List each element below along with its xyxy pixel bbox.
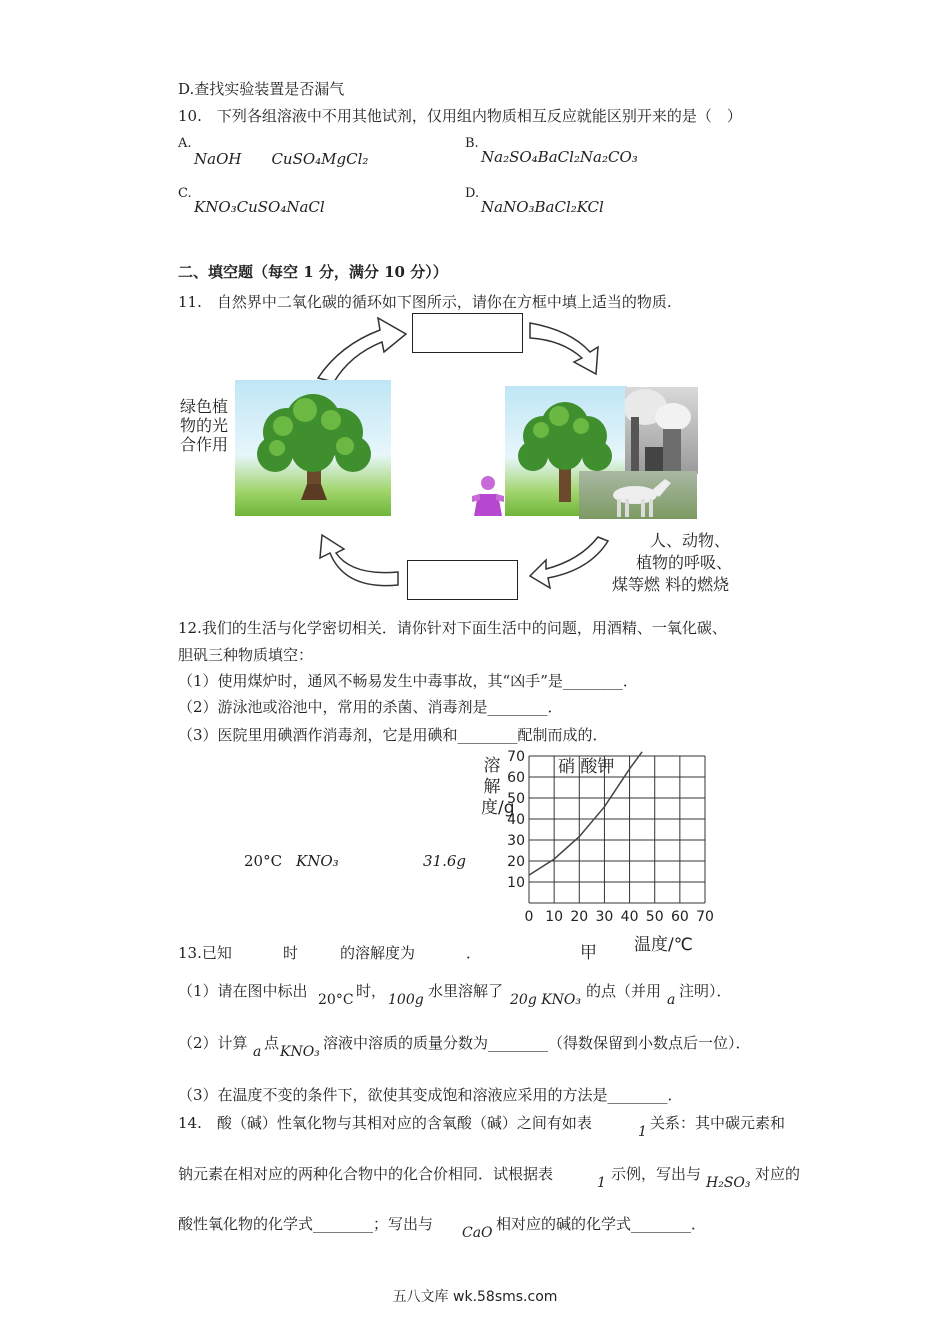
chart-grid (529, 756, 705, 903)
q14-line1-num: 1 (638, 1124, 647, 1140)
horse-image (579, 471, 697, 519)
arrow-up-left (318, 318, 406, 382)
q14-line1-b: 关系：其中碳元素和 (650, 1114, 786, 1132)
q14-line1-a: 14. 酸（碱）性氧化物与其相对应的含氧酸（碱）之间有如表 (178, 1114, 592, 1132)
q10-b-formula: Na₂SO₄BaCl₂Na₂CO₃ (481, 148, 638, 166)
chart-fig-label: 甲 (580, 943, 597, 963)
q13-stem-mid2: 的溶解度为 (340, 944, 416, 962)
q12-part-3: （3）医院里用碘酒作消毒剂，它是用碘和________配制而成的． (178, 726, 608, 744)
q13-stem-mid1: 时 (283, 944, 299, 962)
q13-float-value: 31.6g (423, 852, 467, 870)
section-title: 二、填空题（每空 1 分，满分 10 分）） (178, 263, 448, 281)
q13-part1-temp: 20°C (318, 992, 354, 1008)
q13-part2-substance: KNO₃ (280, 1044, 320, 1060)
q10-d-formula: NaNO₃BaCl₂KCl (481, 198, 604, 216)
tree-icon (235, 380, 391, 516)
x-tick-label: 30 (595, 909, 614, 925)
q10-a-formula: NaOH CuSO₄MgCl₂ (194, 150, 369, 168)
arrow-down-right (530, 323, 598, 374)
q13-part1-d: 的点（并用 (586, 982, 662, 1000)
q14-line2-a: 钠元素在相对应的两种化合物中的化合价相同．试根据表 (178, 1165, 554, 1183)
q13-part1-b: 时， (356, 982, 387, 1000)
y-tick-label: 20 (507, 854, 525, 870)
q10-c-formula: KNO₃CuSO₄NaCl (194, 198, 325, 216)
q11-stem: 11. 自然界中二氧化碳的循环如下图所示，请你在方框中填上适当的物质. (178, 293, 672, 311)
q13-part3: （3）在温度不变的条件下，欲使其变成饱和溶液应采用的方法是________． (178, 1086, 683, 1104)
x-tick-label: 40 (620, 909, 639, 925)
y-tick-label: 40 (507, 812, 525, 828)
y-tick-label: 30 (507, 833, 525, 849)
q14-line2-formula: H₂SO₃ (706, 1175, 751, 1191)
q14-line2-b: 示例，写出与 (611, 1165, 702, 1183)
x-tick-label: 60 (670, 909, 689, 925)
q13-part2-point: a (253, 1044, 262, 1060)
y-tick-label: 70 (507, 749, 525, 765)
q13-part1-a: （1）请在图中标出 (178, 982, 308, 1000)
q12-part-2: （2）游泳池或浴池中，常用的杀菌、消毒剂是________． (178, 698, 563, 716)
right-caption-2: 植物的呼吸、 (636, 553, 733, 572)
q13-float-substance: KNO₃ (296, 852, 339, 870)
q13-part2-b: 点 (264, 1034, 280, 1052)
x-tick-label: 10 (545, 909, 564, 925)
horse-icon (579, 471, 697, 519)
q9-option-d: D.查找实验装置是否漏气 (178, 80, 345, 98)
left-caption: 绿色植 物的光 合作用 (180, 397, 229, 454)
factory-icon (625, 387, 698, 474)
factory-image (625, 387, 698, 474)
q14-line3-formula: CaO (462, 1225, 493, 1241)
q13-part2-a: （2）计算 (178, 1034, 248, 1052)
q10-c-label: C. (178, 186, 192, 201)
q13-stem-end: ． (466, 944, 482, 962)
q10-a-label: A. (178, 136, 192, 151)
right-caption-1: 人、动物、 (650, 531, 731, 550)
chart-xlabel: 温度/℃ (634, 935, 693, 955)
x-tick-label: 50 (645, 909, 664, 925)
arrow-down-left (530, 537, 608, 588)
x-tick-label: 70 (696, 909, 714, 925)
chart-ylabel: 溶解度/g (481, 756, 515, 818)
q14-line2-c: 对应的 (755, 1165, 801, 1183)
x-tick-label: 0 (524, 909, 534, 925)
y-tick-label: 60 (507, 770, 525, 786)
x-tick-label: 20 (570, 909, 589, 925)
q13-float-temp: 20°C (244, 852, 283, 870)
q10-b-label: B. (465, 136, 479, 151)
tree-image-left (235, 380, 391, 516)
q13-part1-e: 注明）． (679, 982, 732, 1000)
q12-stem-2: 胆矾三种物质填空： (178, 646, 314, 664)
right-caption-3: 煤等燃 料的燃烧 (612, 575, 730, 594)
q13-part2-c: 溶液中溶质的质量分数为________（得数保留到小数点后一位）． (323, 1034, 751, 1052)
y-tick-label: 10 (507, 875, 525, 891)
person-icon (470, 474, 506, 518)
footer-watermark: 五八文库 wk.58sms.com (392, 1289, 558, 1305)
q10-stem: 10. 下列各组溶液中不用其他试剂，仅用组内物质相互反应就能区别开来的是（ ） (178, 107, 742, 125)
q13-part1-water: 100g (388, 992, 424, 1008)
chart-title: 硝 酸钾 (558, 757, 615, 777)
q12-stem-1: 12.我们的生活与化学密切相关．请你针对下面生活中的问题，用酒精、一氧化碳、 (178, 619, 727, 637)
q13-part1-point: a (667, 992, 676, 1008)
q13-part1-amount: 20g KNO₃ (510, 992, 582, 1008)
q10-d-label: D. (465, 186, 480, 201)
q13-part1-c: 水里溶解了 (428, 982, 504, 1000)
y-tick-label: 50 (507, 791, 525, 807)
q14-line3-a: 酸性氧化物的化学式________；写出与 (178, 1215, 434, 1233)
q14-line3-b: 相对应的碱的化学式________． (496, 1215, 707, 1233)
q12-part-1: （1）使用煤炉时，通风不畅易发生中毒事故，其“凶手”是________． (178, 672, 638, 690)
q14-line2-num: 1 (597, 1175, 606, 1191)
q13-stem-prefix: 13.已知 (178, 944, 232, 962)
arrow-up-right-to-tree (320, 535, 398, 586)
cycle-arrows (0, 0, 950, 620)
